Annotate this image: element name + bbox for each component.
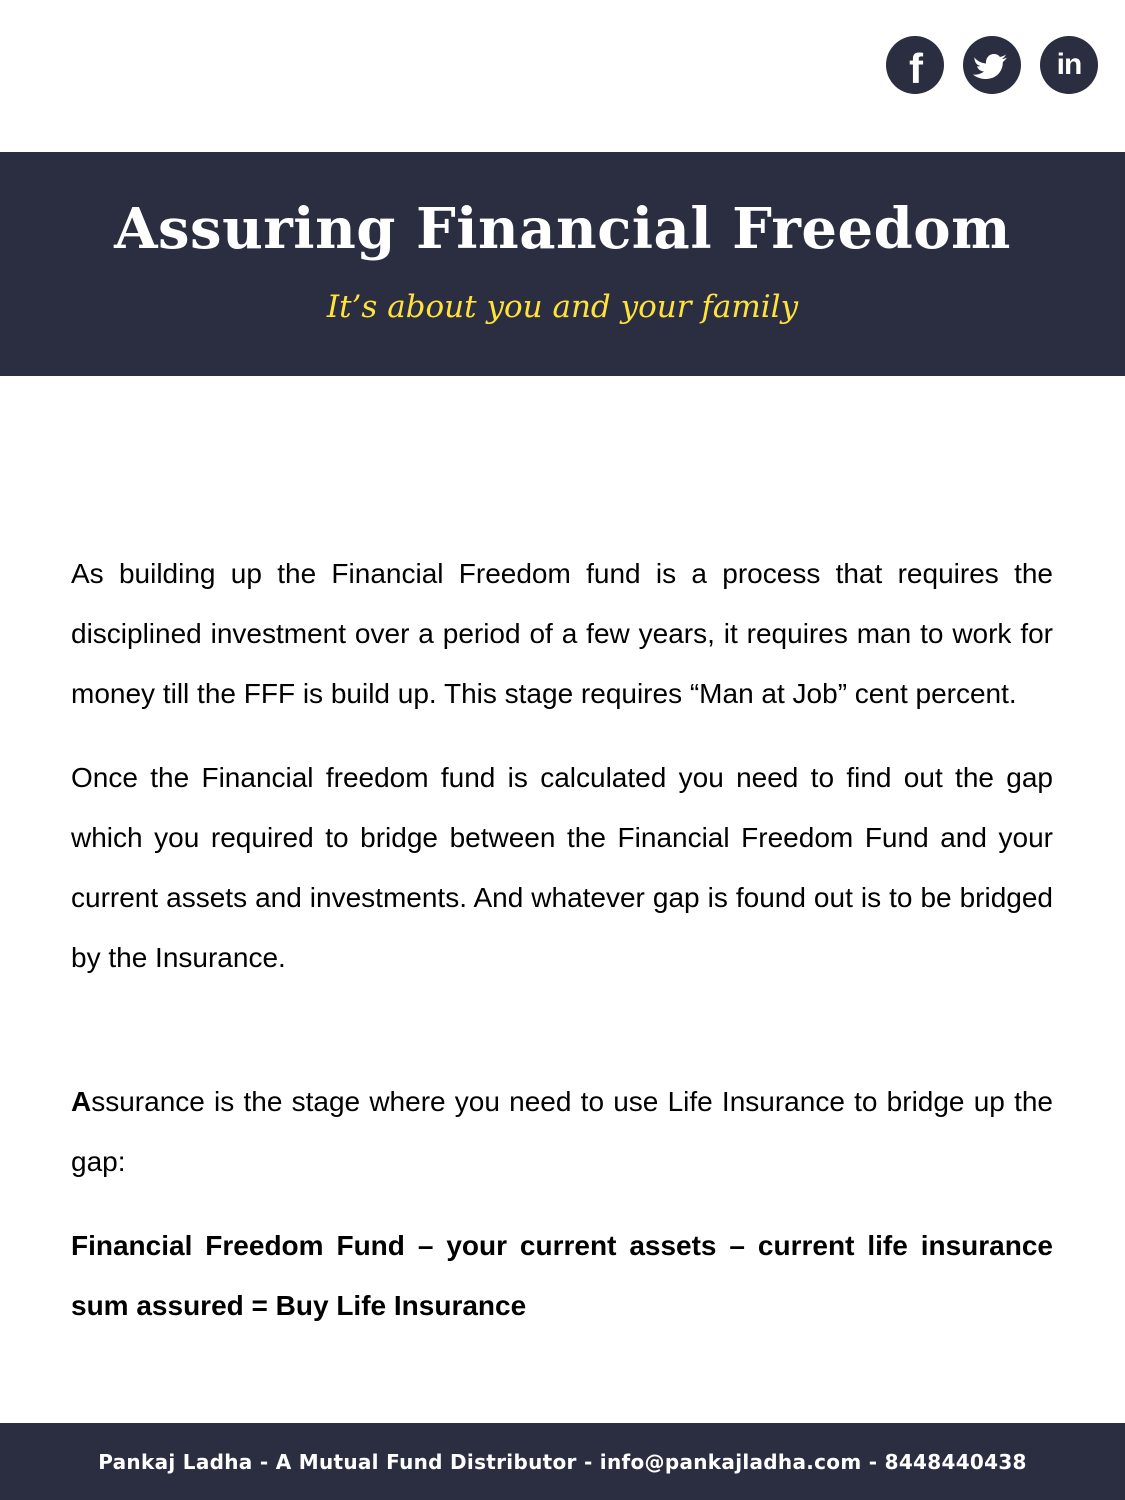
paragraph-3-text: ssurance is the stage where you need to use Life Insurance to bridge up the gap: — [71, 1086, 1053, 1177]
paragraph-3 — [71, 1072, 1053, 1192]
page-subtitle: It’s about you and your family — [326, 289, 799, 325]
facebook-glyph: f — [909, 45, 923, 92]
footer-contact-text: Pankaj Ladha - A Mutual Fund Distributor - info@pankajladha.com - 8448440438 — [98, 1449, 1027, 1474]
facebook-icon[interactable] — [886, 36, 944, 94]
paragraph-2: Once the Financial freedom fund is calculated you need to find out the gap which you required to bridge between the Financial Freedom Fund and your current assets and investments. And whatever gap is found out is to be bridged by the Insurance. — [71, 762, 1053, 973]
insurance-formula: Financial Freedom Fund – your current assets – current life insurance sum assured = Buy Life Insurance — [71, 1230, 1053, 1321]
article-body — [71, 544, 1053, 1360]
social-links — [886, 36, 1098, 94]
header-banner — [0, 152, 1125, 376]
linkedin-glyph: in — [1056, 48, 1082, 81]
twitter-icon[interactable] — [963, 36, 1021, 94]
page-title: Assuring Financial Freedom — [114, 196, 1011, 262]
linkedin-icon[interactable] — [1040, 36, 1098, 94]
paragraph-1: As building up the Financial Freedom fund is a process that requires the disciplined investment over a period of a few years, it requires man to work for money till the FFF is build up. This stage requires “Man at Job” cent percent. — [71, 558, 1053, 709]
twitter-bird-icon — [972, 48, 1012, 82]
paragraph-3-lead-letter: A — [71, 1086, 92, 1117]
footer-bar — [0, 1423, 1125, 1500]
